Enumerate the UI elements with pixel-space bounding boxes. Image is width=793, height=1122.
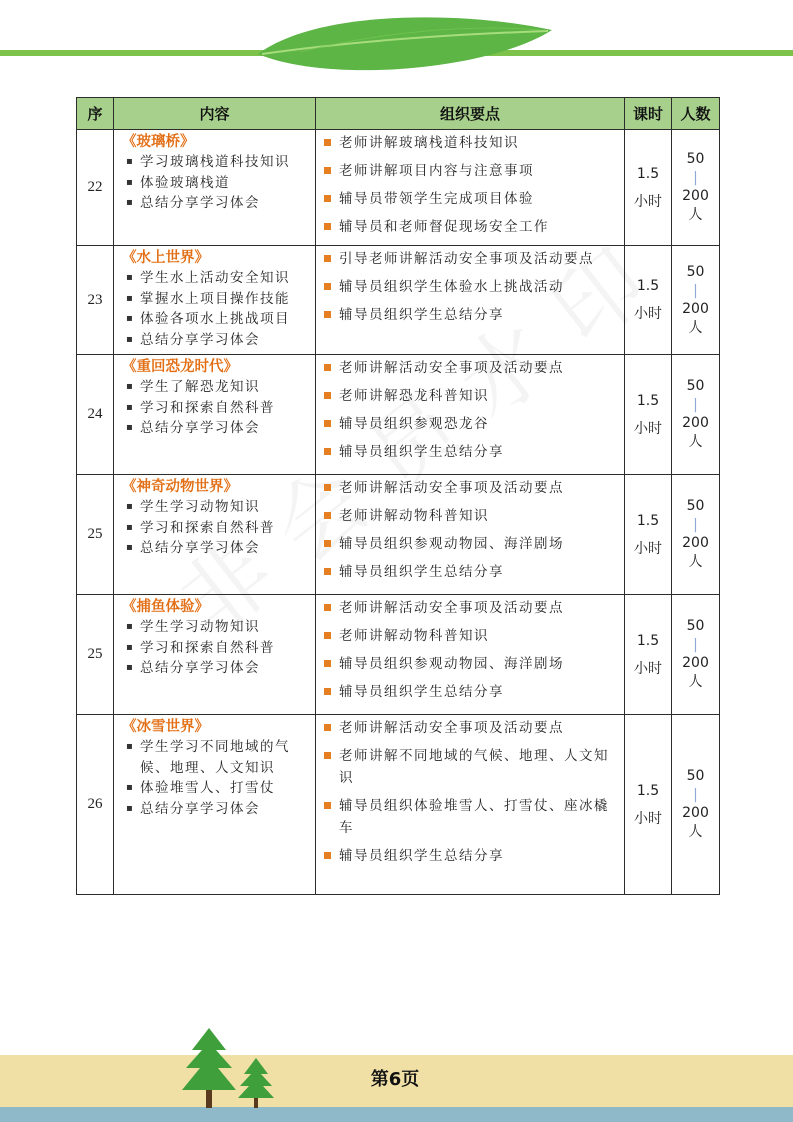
people-max: 200: [682, 300, 709, 317]
content-item: ▪ 体验堆雪人、打雪仗: [126, 778, 311, 799]
content-item: ▪ 总结分享学习体会: [126, 330, 311, 351]
people-unit: 人: [688, 434, 703, 450]
activity-title: 《水上世界》: [122, 250, 209, 266]
row-hours: [625, 246, 672, 355]
row-hours: [625, 595, 672, 715]
content-item: ▪ 学生了解恐龙知识: [126, 377, 311, 398]
footer-stripe: [0, 1107, 793, 1122]
row-seq: 25: [77, 475, 114, 595]
row-content: [114, 475, 316, 595]
hours-unit: 小时: [634, 540, 662, 557]
content-item: ▪ 学生学习动物知识: [126, 497, 311, 518]
pine-trees-icon: [180, 1028, 275, 1110]
content-item: ▪ 总结分享学习体会: [126, 799, 311, 820]
row-points: [316, 475, 625, 595]
activity-title: 《冰雪世界》: [122, 719, 209, 735]
header-hours: 课时: [625, 98, 672, 130]
people-separator: |: [693, 517, 698, 533]
point-item: 老师讲解活动安全事项及活动要点: [322, 357, 620, 379]
hours-unit: 小时: [634, 420, 662, 437]
row-hours: [625, 355, 672, 475]
point-item: 辅导员组织学生总结分享: [322, 681, 620, 703]
content-item: ▪ 学习和探索自然科普: [126, 398, 311, 419]
point-item: 辅导员组织学生体验水上挑战活动: [322, 276, 620, 298]
point-item: 老师讲解活动安全事项及活动要点: [322, 717, 620, 739]
point-item: 辅导员带领学生完成项目体验: [322, 188, 620, 210]
point-item: 辅导员组织参观恐龙谷: [322, 413, 620, 435]
people-max: 200: [682, 655, 709, 671]
point-item: 老师讲解项目内容与注意事项: [322, 160, 620, 182]
row-seq: 25: [77, 595, 114, 715]
content-item: ▪ 学生学习不同地域的气候、地理、人文知识: [126, 737, 311, 778]
row-seq: 22: [77, 130, 114, 246]
people-max: 200: [682, 535, 709, 551]
point-item: 引导老师讲解活动安全事项及活动要点: [322, 248, 620, 270]
hours-unit: 小时: [634, 810, 662, 827]
content-item: ▪ 学生水上活动安全知识: [126, 268, 311, 289]
content-item: ▪ 总结分享学习体会: [126, 193, 311, 214]
hours-value: 1.5: [636, 278, 660, 294]
leaf-header-decoration: [0, 0, 793, 90]
activity-title: 《捕鱼体验》: [122, 599, 209, 615]
hours-value: 1.5: [636, 782, 660, 799]
row-people: [672, 475, 720, 595]
point-item: 辅导员组织学生总结分享: [322, 441, 620, 463]
point-item: 辅导员组织参观动物园、海洋剧场: [322, 533, 620, 555]
row-seq: 26: [77, 715, 114, 895]
hours-value: 1.5: [636, 392, 660, 409]
leaf-icon: [258, 17, 552, 70]
point-item: 老师讲解活动安全事项及活动要点: [322, 477, 620, 499]
row-hours: [625, 475, 672, 595]
table-row: [77, 595, 720, 715]
people-separator: |: [693, 170, 698, 186]
people-unit: 人: [688, 674, 703, 690]
row-hours: [625, 715, 672, 895]
activity-title: 《玻璃桥》: [122, 134, 195, 150]
row-points: [316, 130, 625, 246]
people-separator: |: [693, 637, 698, 653]
row-points: [316, 355, 625, 475]
hours-unit: 小时: [634, 193, 662, 210]
point-item: 辅导员和老师督促现场安全工作: [322, 216, 620, 238]
point-item: 老师讲解不同地域的气候、地理、人文知识: [322, 745, 620, 789]
content-item: ▪ 学习和探索自然科普: [126, 638, 311, 659]
content-item: ▪ 总结分享学习体会: [126, 538, 311, 559]
row-people: [672, 715, 720, 895]
row-seq: 23: [77, 246, 114, 355]
row-people: [672, 130, 720, 246]
hours-value: 1.5: [636, 512, 660, 529]
row-points: [316, 595, 625, 715]
people-max: 200: [682, 188, 709, 204]
header-seq: 序: [77, 98, 114, 130]
hours-unit: 小时: [634, 306, 662, 322]
people-min: 50: [686, 378, 705, 394]
point-item: 辅导员组织学生总结分享: [322, 561, 620, 583]
point-item: 老师讲解恐龙科普知识: [322, 385, 620, 407]
hours-unit: 小时: [634, 660, 662, 677]
row-people: [672, 246, 720, 355]
content-item: ▪ 学习玻璃栈道科技知识: [126, 152, 311, 173]
schedule-table: [76, 97, 720, 895]
table-row: [77, 475, 720, 595]
row-content: [114, 130, 316, 246]
people-min: 50: [686, 151, 705, 167]
row-content: [114, 355, 316, 475]
point-item: 辅导员组织体验堆雪人、打雪仗、座冰橇车: [322, 795, 620, 839]
table-row: [77, 130, 720, 246]
people-separator: |: [693, 282, 698, 299]
row-content: [114, 246, 316, 355]
people-min: 50: [686, 768, 705, 784]
row-people: [672, 355, 720, 475]
people-max: 200: [682, 415, 709, 431]
content-item: ▪ 总结分享学习体会: [126, 658, 311, 679]
people-separator: |: [693, 787, 698, 803]
hours-value: 1.5: [636, 632, 660, 649]
row-points: [316, 715, 625, 895]
header-points: 组织要点: [316, 98, 625, 130]
people-min: 50: [686, 263, 705, 280]
row-content: [114, 595, 316, 715]
people-unit: 人: [688, 824, 703, 840]
point-item: 老师讲解动物科普知识: [322, 625, 620, 647]
content-item: ▪ 学生学习动物知识: [126, 617, 311, 638]
hours-value: 1.5: [636, 165, 660, 182]
content-item: ▪ 总结分享学习体会: [126, 418, 311, 439]
point-item: 老师讲解动物科普知识: [322, 505, 620, 527]
table-row: [77, 246, 720, 355]
people-unit: 人: [688, 319, 703, 336]
row-content: [114, 715, 316, 895]
table-header-row: [77, 98, 720, 130]
people-unit: 人: [688, 554, 703, 570]
row-people: [672, 595, 720, 715]
people-max: 200: [682, 805, 709, 821]
table-row: [77, 355, 720, 475]
point-item: 老师讲解玻璃栈道科技知识: [322, 132, 620, 154]
point-item: 辅导员组织参观动物园、海洋剧场: [322, 653, 620, 675]
row-points: [316, 246, 625, 355]
activity-title: 《重回恐龙时代》: [122, 359, 238, 375]
header-people: 人数: [672, 98, 720, 130]
activity-title: 《神奇动物世界》: [122, 479, 238, 495]
content-item: ▪ 体验玻璃栈道: [126, 173, 311, 194]
row-hours: [625, 130, 672, 246]
point-item: 辅导员组织学生总结分享: [322, 304, 620, 326]
point-item: 老师讲解活动安全事项及活动要点: [322, 597, 620, 619]
people-separator: |: [693, 397, 698, 413]
table-row: [77, 715, 720, 895]
header-content: 内容: [114, 98, 316, 130]
page-number: 第6页: [370, 1069, 420, 1090]
people-min: 50: [686, 498, 705, 514]
content-item: ▪ 掌握水上项目操作技能: [126, 289, 311, 310]
content-item: ▪ 学习和探索自然科普: [126, 518, 311, 539]
people-min: 50: [686, 618, 705, 634]
content-item: ▪ 体验各项水上挑战项目: [126, 309, 311, 330]
people-unit: 人: [688, 207, 703, 223]
row-seq: 24: [77, 355, 114, 475]
point-item: 辅导员组织学生总结分享: [322, 845, 620, 867]
